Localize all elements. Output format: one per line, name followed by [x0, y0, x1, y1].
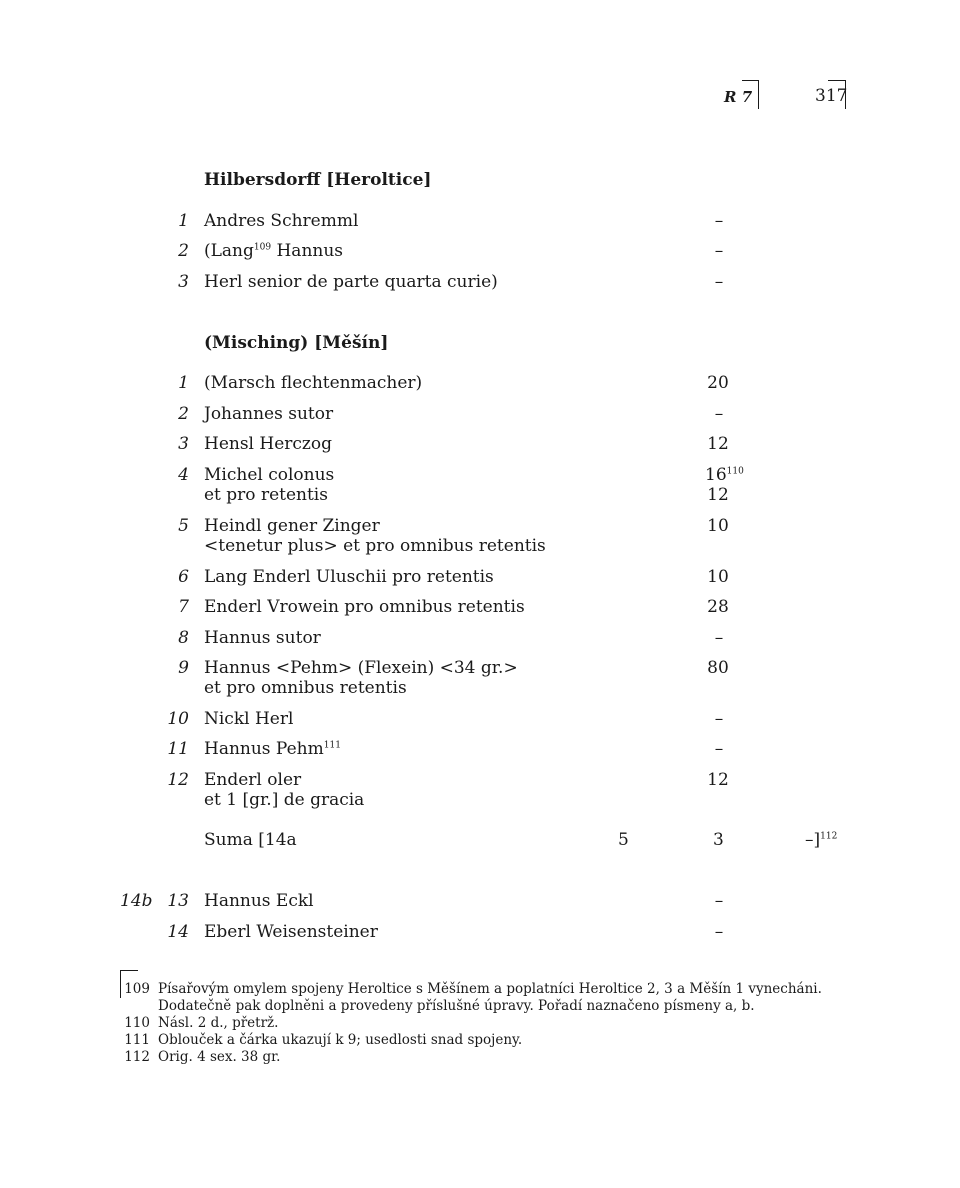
row-value: – [714, 211, 724, 231]
sum-value-3-text: –] [805, 830, 821, 850]
sum-value-3 [805, 830, 837, 850]
footnote-number: 112 [124, 1049, 150, 1065]
row-name: Hannus <Pehm> (Flexein) <34 gr.> [204, 658, 518, 678]
row-value: – [714, 404, 724, 424]
footnote-ref: 111 [323, 740, 341, 751]
row-name: Eberl Weisensteiner [204, 922, 378, 942]
row-name: Enderl oler [204, 770, 302, 790]
row-name: Hannus sutor [204, 628, 321, 648]
row-number: 11 [167, 739, 189, 759]
row-name: (Marsch flechtenmacher) [204, 373, 423, 393]
row-number: 9 [178, 658, 189, 678]
footnote-text: Oblouček a čárka ukazují k 9; usedlosti snad spojeny. [158, 1032, 523, 1048]
row-name: Enderl Vrowein pro omnibus retentis [204, 597, 525, 617]
row-value: – [714, 272, 724, 292]
sum-value-2: 3 [713, 830, 724, 850]
footnote-number: 111 [124, 1032, 150, 1048]
row-name-line2: et pro omnibus retentis [204, 678, 407, 698]
row-name: Nickl Herl [204, 709, 294, 729]
row-name: Heindl gener Zinger [204, 516, 380, 536]
row-value: 80 [707, 658, 729, 678]
footnote-number: 110 [124, 1015, 150, 1031]
row-value: – [714, 891, 724, 911]
row-name-line2: et pro retentis [204, 485, 328, 505]
footnote-ref: 112 [820, 831, 838, 842]
footnote-text: Násl. 2 d., přetrž. [158, 1015, 279, 1031]
row-name [204, 241, 343, 261]
page-number-bracket [828, 80, 846, 109]
row-value-number: 16 [705, 465, 727, 485]
row-value-2: 12 [707, 485, 729, 505]
footnote-text: Orig. 4 sex. 38 gr. [158, 1049, 281, 1065]
section-heading: (Misching) [Měšín] [204, 333, 389, 353]
row-name-part: (Lang [204, 241, 254, 261]
sum-value-1: 5 [618, 830, 629, 850]
row-name: Herl senior de parte quarta curie) [204, 272, 498, 292]
row-value: – [714, 241, 724, 261]
footnote-text: Písařovým omylem spojeny Heroltice s Měšínem a poplatníci Heroltice 2, 3 a Měšín 1 vynecháni. Dodatečně pak doplněni a provedeny příslušné úpravy. Pořadí naznačeno písmeny a, b. [158, 981, 822, 1014]
running-head-bracket [742, 80, 759, 109]
row-number: 12 [167, 770, 189, 790]
row-number: 2 [178, 241, 189, 261]
row-name: Andres Schremml [204, 211, 359, 231]
page-number: 317 [815, 86, 848, 106]
row-value: – [714, 709, 724, 729]
row-name-part: Hannus Pehm [204, 739, 324, 759]
running-head-section: R 7 [724, 88, 753, 106]
row-number: 7 [178, 597, 189, 617]
row-value: 28 [707, 597, 729, 617]
row-value: 10 [707, 567, 729, 587]
sum-label: Suma [14a [204, 830, 297, 850]
row-name [204, 739, 341, 759]
row-number: 1 [178, 211, 189, 231]
row-value: 12 [707, 434, 729, 454]
row-number: 2 [178, 404, 189, 424]
row-number: 3 [178, 434, 189, 454]
row-number: 13 [167, 891, 189, 911]
row-value: – [714, 922, 724, 942]
row-value: 20 [707, 373, 729, 393]
row-value [705, 465, 744, 485]
row-value: – [714, 739, 724, 759]
row-value: 12 [707, 770, 729, 790]
row-number: 6 [178, 567, 189, 587]
row-number: 14 [167, 922, 189, 942]
row-name: Lang Enderl Uluschii pro retentis [204, 567, 494, 587]
footnote-ref: 110 [726, 466, 744, 477]
row-number: 1 [178, 373, 189, 393]
row-name: Johannes sutor [204, 404, 334, 424]
row-number: 10 [167, 709, 189, 729]
footnote-ref: 109 [253, 242, 272, 253]
row-name: Michel colonus [204, 465, 335, 485]
folio-marker: 14b [120, 891, 153, 911]
row-value: 10 [707, 516, 729, 536]
row-name: Hensl Herczog [204, 434, 333, 454]
row-name-line2: et 1 [gr.] de gracia [204, 790, 365, 810]
row-name: Hannus Eckl [204, 891, 314, 911]
section-heading: Hilbersdorff [Heroltice] [204, 170, 432, 190]
row-name-line2: <tenetur plus> et pro omnibus retentis [204, 536, 546, 556]
row-number: 8 [178, 628, 189, 648]
row-value: – [714, 628, 724, 648]
row-number: 4 [178, 465, 189, 485]
row-name-part: Hannus [271, 241, 344, 261]
row-number: 3 [178, 272, 189, 292]
row-number: 5 [178, 516, 189, 536]
footnote-number: 109 [124, 981, 150, 997]
